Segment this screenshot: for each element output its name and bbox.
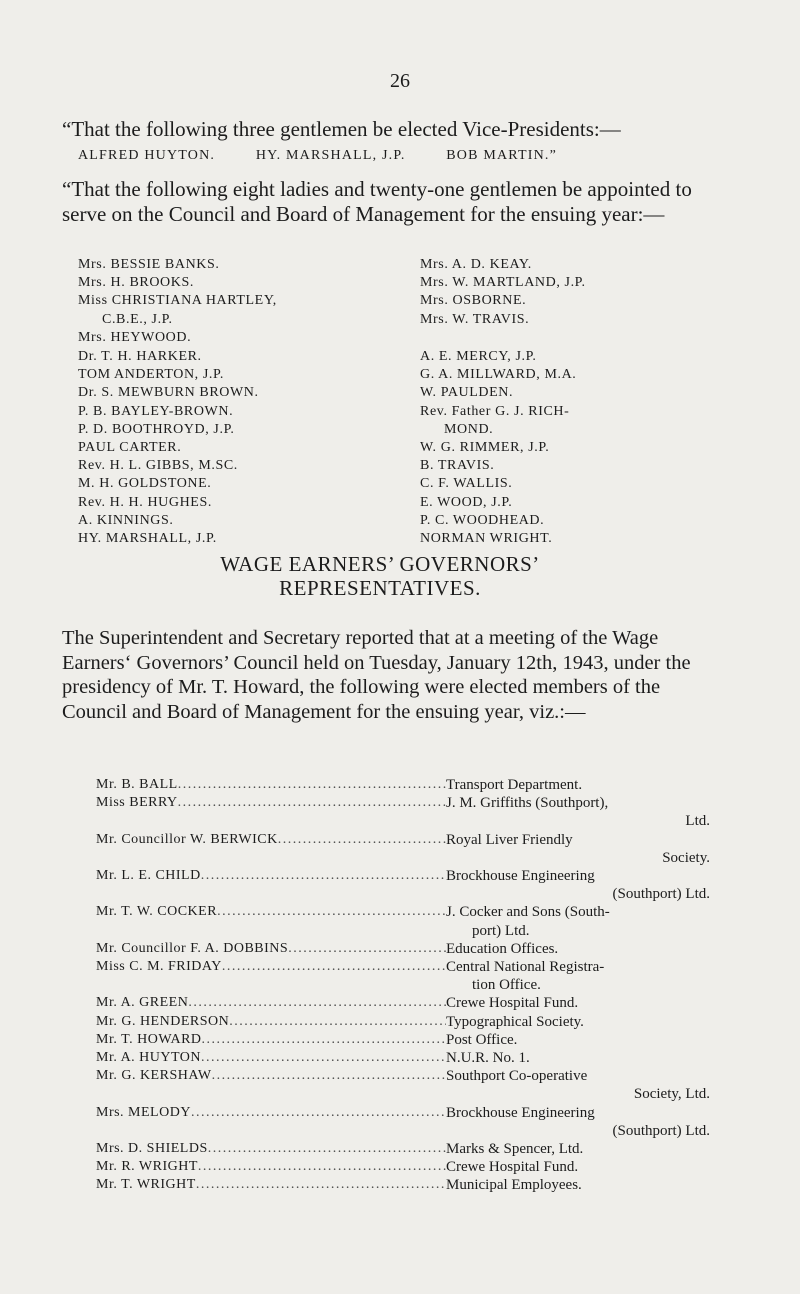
organisation-line: Central National Registra- <box>446 959 605 976</box>
organisation-line: Crewe Hospital Fund. <box>446 1159 579 1176</box>
organisation-line-continued: Society, Ltd. <box>633 1086 710 1103</box>
member-name: Mr. R. WRIGHT <box>96 1159 198 1175</box>
organisation-line: N.U.R. No. 1. <box>446 1050 530 1067</box>
organisation-line: Post Office. <box>446 1031 518 1048</box>
member-row <box>96 940 710 958</box>
board-member: Rev. H. L. GIBBS, M.SC. <box>78 458 238 474</box>
organisation-line: J. Cocker and Sons (South- <box>446 904 610 921</box>
ladies-left-column <box>78 256 277 347</box>
board-member: Mrs. W. TRAVIS. <box>420 311 530 327</box>
organisation-line: J. M. Griffiths (Southport), <box>446 795 609 812</box>
board-member: Mrs. A. D. KEAY. <box>420 257 532 272</box>
dot-leader <box>198 1158 446 1176</box>
member-name-cell <box>96 1067 446 1085</box>
board-member: Mrs. OSBORNE. <box>420 293 527 309</box>
dot-leader <box>229 1013 446 1031</box>
organisation-line: Crewe Hospital Fund. <box>446 995 579 1012</box>
board-member-continued: C.B.E., J.P. <box>102 311 173 327</box>
member-row <box>96 1031 710 1049</box>
wage-earners-members-list <box>96 776 710 1195</box>
member-row <box>96 794 710 830</box>
organisation-line-continued: (Southport) Ltd. <box>612 886 710 903</box>
member-organisation <box>446 1158 710 1176</box>
member-name-cell <box>96 831 446 849</box>
member-row <box>96 1140 710 1158</box>
board-member: A. KINNINGS. <box>78 512 174 528</box>
vice-president-name: ALFRED HUYTON. <box>78 148 216 163</box>
board-member: M. H. GOLDSTONE. <box>78 476 212 492</box>
member-name-cell <box>96 1104 446 1122</box>
member-organisation <box>446 794 710 830</box>
member-organisation <box>446 1031 710 1049</box>
dot-leader <box>202 1031 446 1049</box>
board-member: Mrs. W. MARTLAND, J.P. <box>420 275 586 291</box>
organisation-line: Southport Co-operative <box>446 1068 588 1085</box>
organisation-line-continued: port) Ltd. <box>472 922 530 939</box>
member-row <box>96 958 710 994</box>
member-organisation <box>446 958 710 994</box>
organisation-line: Brockhouse Engineering <box>446 1104 595 1121</box>
board-member: HY. MARSHALL, J.P. <box>78 531 217 547</box>
member-name: Miss BERRY <box>96 795 178 811</box>
board-member: C. F. WALLIS. <box>420 476 513 492</box>
gentlemen-left-column <box>78 348 259 548</box>
organisation-line: Royal Liver Friendly <box>446 831 573 848</box>
member-name-cell <box>96 940 446 958</box>
board-member: Rev. H. H. HUGHES. <box>78 494 212 510</box>
member-row <box>96 1049 710 1067</box>
vice-presidents-names <box>78 148 593 164</box>
member-name: Mr. Councillor W. BERWICK <box>96 831 278 847</box>
member-name-cell <box>96 958 446 976</box>
member-organisation <box>446 940 710 958</box>
member-organisation <box>446 1067 710 1103</box>
board-member: E. WOOD, J.P. <box>420 494 513 510</box>
member-name: Mr. L. E. CHILD <box>96 868 201 884</box>
member-organisation <box>446 831 710 867</box>
dot-leader <box>217 903 446 921</box>
board-member: P. D. BOOTHROYD, J.P. <box>78 421 235 437</box>
member-row <box>96 776 710 794</box>
member-name: Mr. T. HOWARD <box>96 1031 202 1047</box>
member-name: Mr. A. HUYTON <box>96 1050 202 1066</box>
member-name-cell <box>96 794 446 812</box>
board-member: Dr. S. MEWBURN BROWN. <box>78 385 259 401</box>
member-name-cell <box>96 903 446 921</box>
dot-leader <box>212 1067 446 1085</box>
member-row <box>96 903 710 939</box>
board-member-continued: MOND. <box>444 421 494 437</box>
member-row <box>96 1158 710 1176</box>
member-name-cell <box>96 867 446 885</box>
member-name-cell <box>96 1158 446 1176</box>
member-organisation <box>446 903 710 939</box>
member-organisation <box>446 1104 710 1140</box>
dot-leader <box>178 776 446 794</box>
member-name: Mr. B. BALL <box>96 777 178 792</box>
vice-president-name: BOB MARTIN.” <box>446 148 558 163</box>
organisation-line-continued: (Southport) Ltd. <box>612 1122 710 1139</box>
member-name-cell <box>96 1049 446 1067</box>
dot-leader <box>178 794 446 812</box>
organisation-line-continued: tion Office. <box>472 977 541 994</box>
board-member: G. A. MILLWARD, M.A. <box>420 367 577 383</box>
member-organisation <box>446 1013 710 1031</box>
organisation-line: Marks & Spencer, Ltd. <box>446 1141 584 1158</box>
member-row <box>96 1176 710 1194</box>
organisation-line: Typographical Society. <box>446 1013 584 1030</box>
organisation-line: Brockhouse Engineering <box>446 868 595 885</box>
member-name: Mrs. MELODY <box>96 1104 191 1120</box>
dot-leader <box>222 958 446 976</box>
board-intro: “That the following eight ladies and twenty-one gentlemen be appointed to serve on the Council and Board of Management for the ensuing year:— <box>62 177 692 226</box>
ladies-right-column <box>420 256 586 329</box>
member-organisation <box>446 1176 710 1194</box>
page-number: 26 <box>390 70 410 92</box>
member-name: Mrs. D. SHIELDS <box>96 1141 208 1157</box>
organisation-line: Transport Department. <box>446 777 583 793</box>
dot-leader <box>278 831 446 849</box>
dot-leader <box>201 1049 446 1067</box>
board-member: Dr. T. H. HARKER. <box>78 349 202 364</box>
board-member: NORMAN WRIGHT. <box>420 531 553 547</box>
section-heading: REPRESENTATIVES. <box>279 576 481 600</box>
member-name: Mr. T. W. COCKER <box>96 904 218 920</box>
member-organisation <box>446 994 710 1012</box>
organisation-line-continued: Ltd. <box>685 813 710 830</box>
dot-leader <box>196 1176 446 1194</box>
member-name: Miss C. M. FRIDAY <box>96 959 222 975</box>
member-row <box>96 1013 710 1031</box>
board-member: W. PAULDEN. <box>420 385 514 401</box>
dot-leader <box>191 1104 446 1122</box>
board-member: Mrs. H. BROOKS. <box>78 275 194 291</box>
dot-leader <box>201 867 446 885</box>
report-paragraph: The Superintendent and Secretary reported that at a meeting of the Wage Earners‘ Governors’ Council held on Tuesday, January 12th, 1943, under the presidency of Mr. T. Howard, the following were elected members of the Council and Board of Management for the ensuing year, viz.:— <box>62 627 691 723</box>
board-member: PAUL CARTER. <box>78 440 182 456</box>
board-member: B. TRAVIS. <box>420 458 495 474</box>
organisation-line: Municipal Employees. <box>446 1177 582 1194</box>
member-organisation <box>446 1140 710 1158</box>
board-member: Miss CHRISTIANA HARTLEY, <box>78 293 277 309</box>
member-row <box>96 1067 710 1103</box>
member-name: Mr. T. WRIGHT <box>96 1177 196 1193</box>
member-row <box>96 1104 710 1140</box>
gentlemen-right-column <box>420 348 576 548</box>
member-organisation <box>446 1049 710 1067</box>
organisation-line: Education Offices. <box>446 940 559 957</box>
board-member: W. G. RIMMER, J.P. <box>420 440 550 456</box>
member-row <box>96 831 710 867</box>
section-heading: WAGE EARNERS’ GOVERNORS’ <box>220 552 540 576</box>
board-member: P. B. BAYLEY-BROWN. <box>78 403 234 419</box>
board-member: P. C. WOODHEAD. <box>420 512 545 528</box>
member-name: Mr. Councillor F. A. DOBBINS <box>96 940 289 956</box>
member-organisation <box>446 776 710 794</box>
member-organisation <box>446 867 710 903</box>
member-name-cell <box>96 776 446 794</box>
dot-leader <box>288 940 446 958</box>
board-member: A. E. MERCY, J.P. <box>420 349 537 364</box>
member-name-cell <box>96 1176 446 1194</box>
board-member: Rev. Father G. J. RICH- <box>420 403 570 419</box>
member-row <box>96 867 710 903</box>
member-name: Mr. G. KERSHAW <box>96 1068 212 1084</box>
member-name-cell <box>96 994 446 1012</box>
board-member: TOM ANDERTON, J.P. <box>78 367 224 383</box>
member-name: Mr. G. HENDERSON <box>96 1013 230 1029</box>
member-name: Mr. A. GREEN <box>96 995 189 1011</box>
vice-president-name: HY. MARSHALL, J.P. <box>255 148 406 163</box>
dot-leader <box>188 994 446 1012</box>
member-name-cell <box>96 1013 446 1031</box>
board-member: Mrs. HEYWOOD. <box>78 329 192 345</box>
member-row <box>96 994 710 1012</box>
organisation-line-continued: Society. <box>662 849 710 866</box>
board-member: Mrs. BESSIE BANKS. <box>78 257 220 272</box>
member-name-cell <box>96 1140 446 1158</box>
member-name-cell <box>96 1031 446 1049</box>
dot-leader <box>208 1140 446 1158</box>
vice-presidents-intro: “That the following three gentlemen be elected Vice-Presidents:— <box>62 117 621 141</box>
